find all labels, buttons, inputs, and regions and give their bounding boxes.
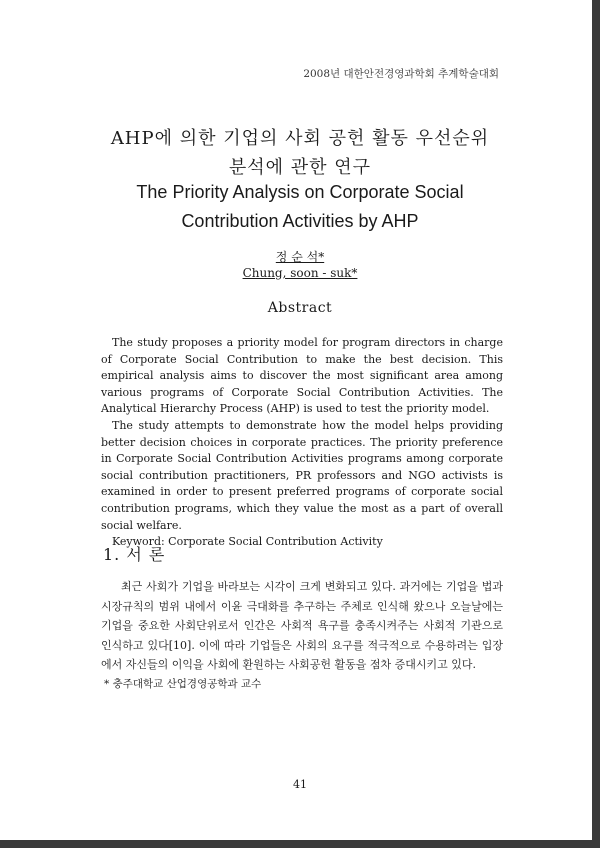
footnote: * 충주대학교 산업경영공학과 교수: [104, 678, 262, 690]
keyword-line: Keyword: Corporate Social Contribution Activity: [112, 535, 383, 549]
title-english-line1: The Priority Analysis on Corporate Social: [136, 182, 464, 202]
section-heading: 1. 서 론: [103, 545, 166, 564]
abstract-paragraph-2: The study attempts to demonstrate how the model helps providing better decision choices in corporate practices. The priority preference in Corporate Social Contribution Activities programs among corporate social contribution practitioners, PR professors and NGO activists is examined in order to present preferred programs of corporate social contribution programs, which they value the most as a part of overall social welfare.: [101, 418, 503, 532]
title-korean-line1: AHP에 의한 기업의 사회 공헌 활동 우선순위: [110, 128, 490, 149]
abstract-heading: Abstract: [267, 300, 333, 316]
abstract-paragraph-1: The study proposes a priority model for program directors in charge of Corporate Social Contribution to make the best decision. This empirical analysis aims to discover the most significant area among various programs of Corporate Social Contribution Activities. The Analytical Hierarchy Process (AHP) is used to test the priority model.: [101, 336, 503, 416]
page-number: 41: [293, 778, 307, 791]
author-english-name: Chung, soon - suk*: [242, 266, 358, 280]
author-korean: [0, 248, 600, 265]
title-english-line2: Contribution Activities by AHP: [181, 211, 419, 231]
author-english: [0, 266, 600, 280]
abstract-body: [101, 335, 503, 551]
section-body: 최근 사회가 기업을 바라보는 시각이 크게 변화되고 있다. 과거에는 기업을 법과 시장규칙의 범위 내에서 이윤 극대화를 추구하는 주체로 인식해 왔으나 오늘날에는 기업을 중요한 사회단위로서 인간은 사회적 욕구를 충족시켜주는 사회적 기관으로 인식하고 있다[10]. 이에 따라 기업들은 사회의 요구를 적극적으로 수용하려는 입장에서 자신들의 이익을 사회에 환원하는 사회공헌 활동을 점차 증대시키고 있다.: [101, 580, 503, 672]
author-korean-name: 정 순 석*: [275, 250, 325, 264]
running-head: 2008년 대한안전경영과학회 추계학술대회: [303, 68, 499, 80]
title-korean-line2: 분석에 관한 연구: [228, 157, 372, 178]
